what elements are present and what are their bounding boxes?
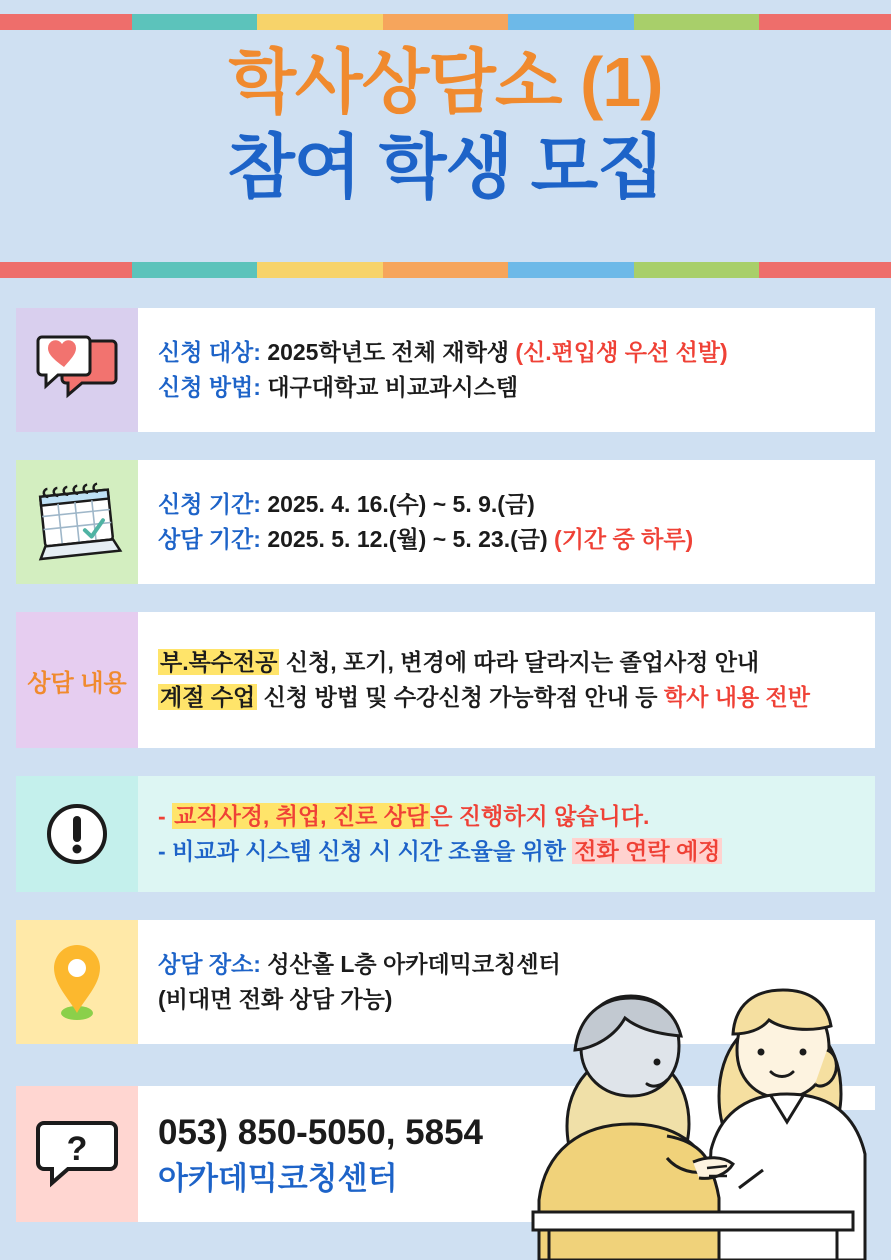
period-line-1-value: 2025. 4. 16.(수) ~ 5. 9.(금) <box>267 491 535 518</box>
top-color-bar <box>0 14 891 30</box>
period-line-1 <box>158 487 859 522</box>
period-line-1-label: 신청 기간: <box>158 491 261 518</box>
period-line-2-value: 2025. 5. 12.(월) ~ 5. 23.(금) <box>267 526 548 552</box>
row-consult-content-text <box>138 612 875 748</box>
period-line-2 <box>158 522 859 557</box>
phone-office: 아카데믹코칭센터 <box>158 1160 398 1196</box>
location-pin-icon <box>16 920 138 1044</box>
row-phone-text <box>138 1086 875 1222</box>
svg-text:?: ? <box>66 1130 88 1168</box>
content-line-1-highlight: 부.복수전공 <box>160 649 278 676</box>
notice-line-2 <box>158 834 859 869</box>
content-line-1-rest: 신청, 포기, 변경에 따라 달라지는 졸업사정 안내 <box>285 649 760 676</box>
exclamation-circle-icon <box>16 776 138 892</box>
title-line-2: 참여 학생 모집 <box>227 128 664 207</box>
question-speech-bubble-icon <box>16 1086 138 1222</box>
notice-line-1-dash: - <box>158 803 166 830</box>
phone-number: 053) 850-5050, 5854 <box>158 1112 483 1152</box>
speech-bubble-heart-icon <box>16 308 138 432</box>
calendar-icon <box>16 460 138 584</box>
period-line-2-label: 상담 기간: <box>158 526 261 552</box>
consult-content-label: 상담 내용 <box>16 612 138 748</box>
row-period <box>16 460 875 584</box>
content-line-2 <box>158 680 859 715</box>
content-line-2-highlight: 계절 수업 <box>160 684 256 710</box>
target-line-1 <box>158 335 859 370</box>
row-notice <box>16 776 875 892</box>
poster-title <box>0 40 891 211</box>
content-line-1 <box>158 645 859 680</box>
content-line-2-middle: 신청 방법 및 수강신청 가능학점 안내 등 <box>263 684 658 710</box>
notice-line-1-highlight: 교직사정, 취업, 진로 상담 <box>174 803 429 830</box>
period-line-2-note: (기간 중 하루) <box>554 526 694 552</box>
target-line-1-value: 2025학년도 전체 재학생 <box>267 339 510 366</box>
notice-line-1-rest: 은 진행하지 않습니다. <box>430 803 650 830</box>
place-line-2: (비대면 전화 상담 가능) <box>158 986 393 1012</box>
title-line-1: 학사상담소 (1) <box>228 43 663 121</box>
row-consult-content <box>16 612 875 748</box>
row-application-target <box>16 308 875 432</box>
place-line-1 <box>158 947 859 982</box>
place-line-1-label: 상담 장소: <box>158 951 261 978</box>
target-line-2-label: 신청 방법: <box>158 374 261 400</box>
target-line-1-label: 신청 대상: <box>158 339 261 366</box>
target-line-1-note: (신.편입생 우선 선발) <box>515 339 728 366</box>
row-period-text <box>138 460 875 584</box>
target-line-2 <box>158 370 859 405</box>
row-phone <box>16 1086 875 1222</box>
row-place <box>16 920 875 1044</box>
middle-color-bar <box>0 262 891 278</box>
notice-line-2-emphasis: 전화 연락 예정 <box>574 838 721 864</box>
row-application-target-text <box>138 308 875 432</box>
content-line-2-emphasis: 학사 내용 전반 <box>663 684 810 710</box>
target-line-2-value: 대구대학교 비교과시스템 <box>267 374 519 400</box>
notice-line-2-text: 비교과 시스템 신청 시 시간 조율을 위한 <box>172 838 566 864</box>
place-line-1-value: 성산홀 L층 아카데믹코칭센터 <box>267 951 561 978</box>
row-notice-text <box>138 776 875 892</box>
row-place-text <box>138 920 875 1044</box>
notice-line-2-dash: - <box>158 838 166 864</box>
notice-line-1 <box>158 799 859 834</box>
